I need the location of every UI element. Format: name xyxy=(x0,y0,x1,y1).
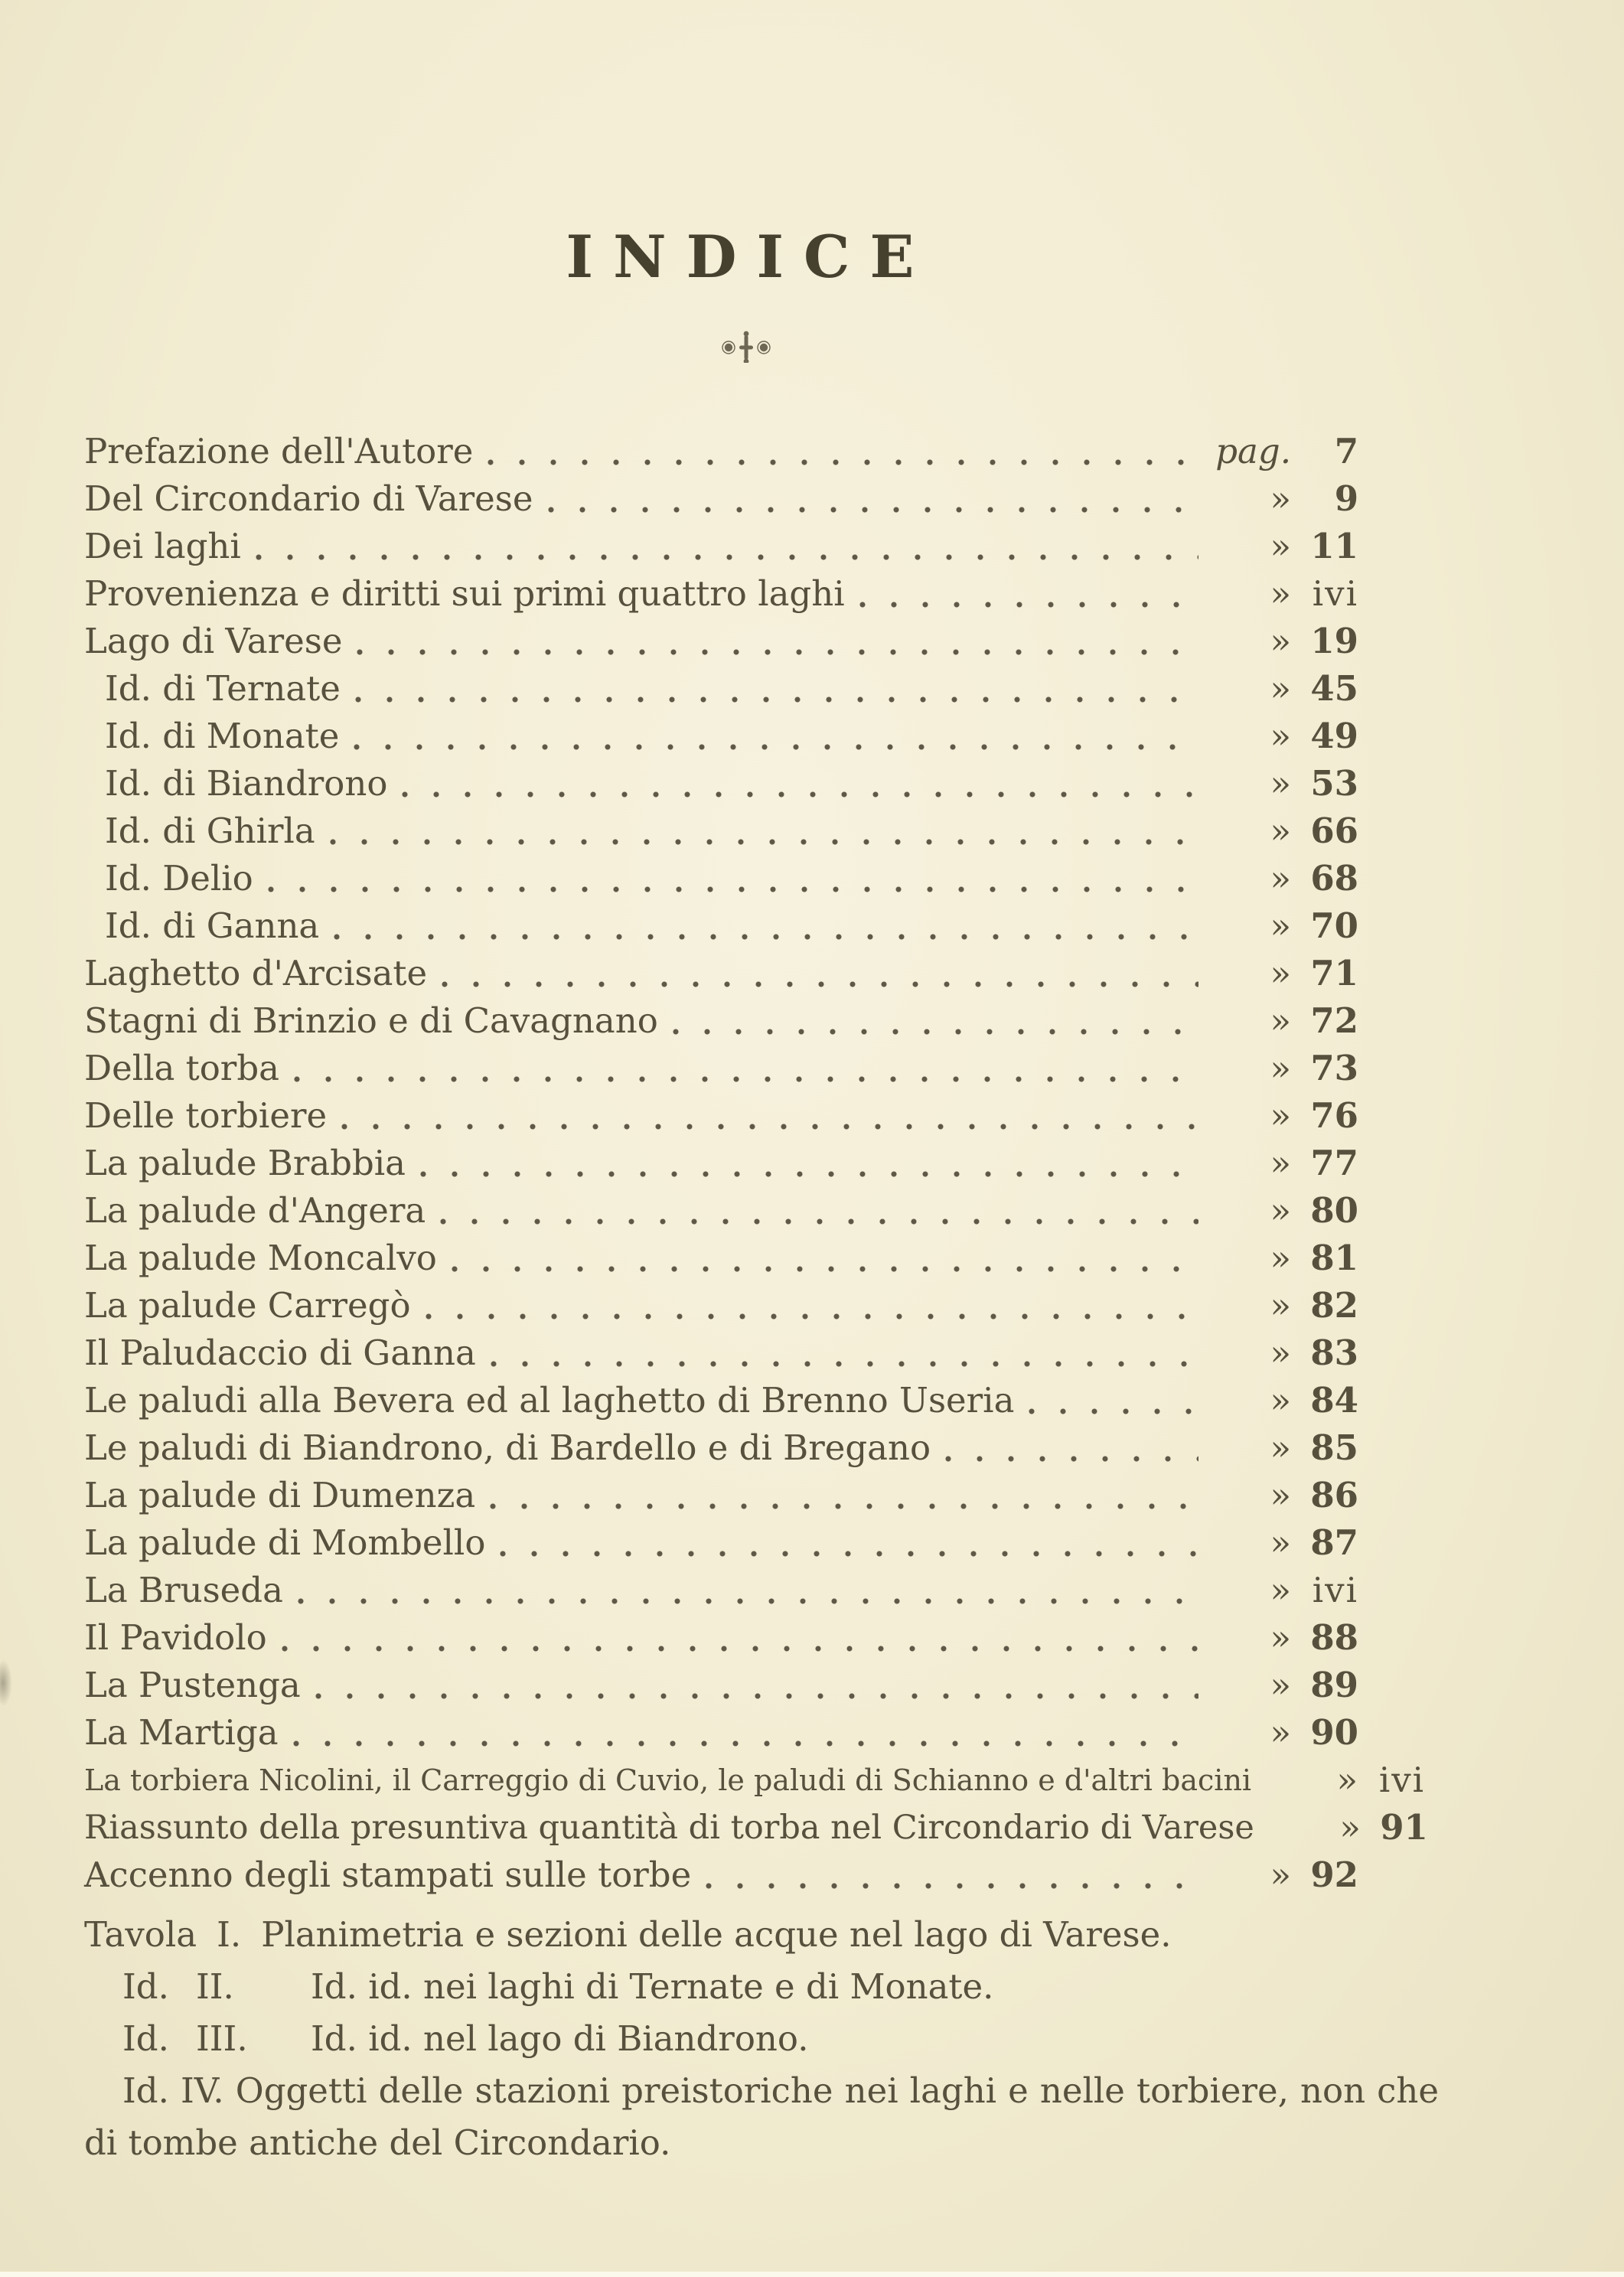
entry-title: Il Pavidolo xyxy=(84,1617,267,1658)
entry-title: Prefazione dell'Autore xyxy=(84,431,474,471)
entry-title: La palude Moncalvo xyxy=(84,1238,437,1278)
toc-entry xyxy=(84,1519,1439,1566)
page-number: ivi xyxy=(1312,573,1358,614)
toc-entry xyxy=(84,664,1439,712)
entry-title: Il Paludaccio di Ganna xyxy=(84,1333,476,1373)
page-ref-symbol: » xyxy=(1270,1095,1291,1136)
entry-title: Del Circondario di Varese xyxy=(84,478,533,519)
entry-title: La palude d'Angera xyxy=(84,1190,426,1231)
page-number: 71 xyxy=(1310,953,1358,993)
toc-entry xyxy=(84,475,1439,522)
entry-title: La palude Brabbia xyxy=(84,1143,406,1183)
entry-title: La palude Carregò xyxy=(84,1285,411,1326)
page-ref-symbol: » xyxy=(1270,526,1291,566)
page-number: 11 xyxy=(1310,526,1358,566)
toc-entry xyxy=(84,569,1439,617)
plate-numeral: I. xyxy=(217,1914,242,1955)
entry-title: Accenno degli stampati sulle torbe xyxy=(84,1855,692,1895)
toc-entry xyxy=(84,949,1439,997)
dot-leader xyxy=(356,648,1198,657)
page-number: 68 xyxy=(1310,858,1358,899)
page-ref-symbol: » xyxy=(1270,1855,1291,1895)
dot-leader xyxy=(547,505,1198,515)
toc-entry xyxy=(84,902,1439,949)
entry-title: La palude di Dumenza xyxy=(84,1475,476,1515)
page-number: 72 xyxy=(1310,1000,1358,1041)
page-number: 77 xyxy=(1310,1143,1358,1183)
toc-entry xyxy=(84,1708,1439,1756)
entry-title: Id. di Monate xyxy=(105,716,340,756)
toc-entry xyxy=(84,1186,1439,1234)
page-content xyxy=(84,0,1439,2169)
plate-prefix: Tavola xyxy=(84,1914,197,1955)
page-ref-symbol: » xyxy=(1339,1807,1361,1848)
page-number: 86 xyxy=(1310,1475,1358,1515)
margin-smudge-mark xyxy=(0,1659,12,1707)
page-ref-symbol: » xyxy=(1270,1238,1291,1278)
dot-leader xyxy=(353,742,1198,752)
plate-caption: Id. id. nel lago di Biandrono. xyxy=(311,2018,809,2059)
entry-title: Id. di Ternate xyxy=(105,668,341,709)
page-number: ivi xyxy=(1312,1570,1358,1610)
page-ref-symbol: pag. xyxy=(1215,431,1291,471)
page-ref-symbol: » xyxy=(1270,573,1291,614)
toc-entry xyxy=(84,854,1439,902)
page-number: ivi xyxy=(1378,1760,1426,1800)
page-number: 82 xyxy=(1310,1285,1358,1326)
page-ref-symbol: » xyxy=(1270,1190,1291,1231)
dot-leader xyxy=(499,1549,1198,1559)
dot-leader xyxy=(487,458,1198,468)
scan-edge xyxy=(0,2272,1624,2277)
toc-entry xyxy=(84,712,1439,759)
page-number: 19 xyxy=(1310,621,1358,661)
dot-leader xyxy=(419,1169,1198,1179)
plate-row xyxy=(84,1961,1439,2013)
toc-entry xyxy=(84,1329,1439,1376)
entry-title: Le paludi di Biandrono, di Bardello e di Bregano xyxy=(84,1427,931,1468)
page-number: 91 xyxy=(1380,1807,1428,1848)
page-ref-symbol: » xyxy=(1270,1522,1291,1563)
plate-numeral: II. xyxy=(196,1966,234,2007)
page-ref-symbol: » xyxy=(1270,1380,1291,1421)
dot-leader xyxy=(859,600,1198,610)
page-number: 81 xyxy=(1310,1238,1358,1278)
toc-entry xyxy=(84,1471,1439,1519)
entry-title: La torbiera Nicolini, il Carreggio di Cuvio, le paludi di Schianno e d'altri bacini xyxy=(84,1763,1252,1797)
page-ref-symbol: » xyxy=(1270,1000,1291,1041)
toc-entry xyxy=(84,1139,1439,1186)
page-ref-symbol: » xyxy=(1270,1048,1291,1088)
entry-title: La Pustenga xyxy=(84,1665,301,1705)
toc-entry xyxy=(84,759,1439,807)
page-ref-symbol: » xyxy=(1270,953,1291,993)
page-number: 80 xyxy=(1310,1190,1358,1231)
entry-title: Delle torbiere xyxy=(84,1095,328,1136)
toc-entry xyxy=(84,522,1439,569)
page-ref-symbol: » xyxy=(1270,763,1291,804)
page-number: 76 xyxy=(1310,1095,1358,1136)
toc-entry xyxy=(84,1424,1439,1471)
dot-leader xyxy=(489,1502,1198,1512)
plate-numeral: IV. xyxy=(180,2070,224,2111)
page-number: 7 xyxy=(1334,431,1358,471)
entry-title: Dei laghi xyxy=(84,526,241,566)
dot-leader xyxy=(401,790,1198,800)
toc-entry xyxy=(84,1851,1439,1898)
entry-title: Le paludi alla Bevera ed al laghetto di Brenno Useria xyxy=(84,1380,1015,1421)
entry-title: Id. di Ganna xyxy=(105,905,320,946)
dot-leader xyxy=(315,1691,1198,1701)
dot-leader xyxy=(329,837,1198,847)
plate-prefix: Id. xyxy=(122,2070,169,2111)
entry-title: Id. Delio xyxy=(105,858,253,899)
plate-prefix: Id. xyxy=(122,2018,169,2059)
plate-numeral: III. xyxy=(196,2018,248,2059)
dot-leader xyxy=(451,1264,1198,1274)
plate-row xyxy=(84,1909,1439,1961)
dot-leader xyxy=(425,1312,1198,1322)
page-ref-symbol: » xyxy=(1270,811,1291,851)
dot-leader xyxy=(292,1739,1198,1749)
page-number: 45 xyxy=(1310,668,1358,709)
entry-title: Id. di Ghirla xyxy=(105,811,315,851)
plate-caption: Oggetti delle stazioni preistoriche nei laghi e nelle torbiere, non che di tombe antiche del Circondario. xyxy=(84,2070,1439,2163)
toc-entry xyxy=(84,1376,1439,1424)
entry-title: Provenienza e diritti sui primi quattro laghi xyxy=(84,573,845,614)
page-ref-symbol: » xyxy=(1270,668,1291,709)
toc-entry xyxy=(84,997,1439,1044)
toc-entry xyxy=(84,1661,1439,1708)
page-ref-symbol: » xyxy=(1270,1285,1291,1326)
entry-title: La Martiga xyxy=(84,1712,279,1753)
dot-leader xyxy=(281,1644,1198,1654)
plate-caption: Id. id. nei laghi di Ternate e di Monate. xyxy=(311,1966,994,2007)
fleuron-ornament-icon xyxy=(69,329,1423,363)
toc-entry xyxy=(84,1566,1439,1613)
toc-entry xyxy=(84,617,1439,664)
page-ref-symbol: » xyxy=(1270,1570,1291,1610)
page-number: 49 xyxy=(1310,716,1358,756)
toc-entry xyxy=(84,1803,1439,1851)
dot-leader xyxy=(293,1075,1198,1085)
dot-leader xyxy=(267,885,1198,895)
page-ref-symbol: » xyxy=(1270,858,1291,899)
page-ref-symbol: » xyxy=(1270,1427,1291,1468)
page-number: 84 xyxy=(1310,1380,1358,1421)
entry-title: Stagni di Brinzio e di Cavagnano xyxy=(84,1000,658,1041)
plate-row xyxy=(84,2013,1439,2065)
toc-entry xyxy=(84,1613,1439,1661)
entry-title: La palude di Mombello xyxy=(84,1522,486,1563)
plate-row xyxy=(84,2065,1439,2169)
dot-leader xyxy=(1028,1407,1198,1417)
dot-leader xyxy=(255,553,1198,563)
plate-prefix: Id. xyxy=(122,1966,169,2007)
page-ref-symbol: » xyxy=(1270,1143,1291,1183)
toc-list xyxy=(84,427,1439,1898)
entry-title: Laghetto d'Arcisate xyxy=(84,953,428,993)
dot-leader xyxy=(705,1881,1198,1891)
toc-entry xyxy=(84,1044,1439,1091)
page-ref-symbol: » xyxy=(1270,1665,1291,1705)
dot-leader xyxy=(441,980,1198,990)
dot-leader xyxy=(490,1359,1198,1369)
entry-title: Lago di Varese xyxy=(84,621,343,661)
entry-title: La Bruseda xyxy=(84,1570,283,1610)
plates-list xyxy=(84,1909,1439,2169)
page-number: 92 xyxy=(1310,1855,1358,1895)
page-number: 9 xyxy=(1334,478,1358,519)
page-ref-symbol: » xyxy=(1270,1712,1291,1753)
toc-entry xyxy=(84,427,1439,475)
dot-leader xyxy=(672,1027,1198,1037)
page-number: 53 xyxy=(1310,763,1358,804)
page-number: 85 xyxy=(1310,1427,1358,1468)
entry-title: Della torba xyxy=(84,1048,279,1088)
page-number: 87 xyxy=(1310,1522,1358,1563)
page-number: 70 xyxy=(1310,905,1358,946)
page-number: 83 xyxy=(1310,1333,1358,1373)
toc-entry xyxy=(84,1091,1439,1139)
dot-leader xyxy=(944,1454,1198,1464)
page-ref-symbol: » xyxy=(1270,716,1291,756)
page-number: 90 xyxy=(1310,1712,1358,1753)
page-ref-symbol: » xyxy=(1336,1760,1358,1800)
page-ref-symbol: » xyxy=(1270,1475,1291,1515)
page-ref-symbol: » xyxy=(1270,621,1291,661)
dot-leader xyxy=(341,1122,1198,1132)
dot-leader xyxy=(354,695,1198,705)
toc-entry xyxy=(84,1281,1439,1329)
page-ref-symbol: » xyxy=(1270,1333,1291,1373)
page-number: 88 xyxy=(1310,1617,1358,1658)
page-title: INDICE xyxy=(566,223,934,291)
plate-caption: Planimetria e sezioni delle acque nel lago di Varese. xyxy=(261,1914,1172,1955)
dot-leader xyxy=(333,932,1198,942)
page-ref-symbol: » xyxy=(1270,1617,1291,1658)
page-number: 73 xyxy=(1310,1048,1358,1088)
dot-leader xyxy=(439,1217,1198,1227)
entry-title: Id. di Biandrono xyxy=(105,763,388,804)
page-ref-symbol: » xyxy=(1270,478,1291,519)
dot-leader xyxy=(297,1597,1198,1607)
page-number: 89 xyxy=(1310,1665,1358,1705)
toc-entry xyxy=(84,1756,1439,1803)
page-ref-symbol: » xyxy=(1270,905,1291,946)
entry-title: Riassunto della presuntiva quantità di torba nel Circondario di Varese xyxy=(84,1809,1254,1847)
toc-entry xyxy=(84,807,1439,854)
toc-entry xyxy=(84,1234,1439,1281)
page-number: 66 xyxy=(1310,811,1358,851)
